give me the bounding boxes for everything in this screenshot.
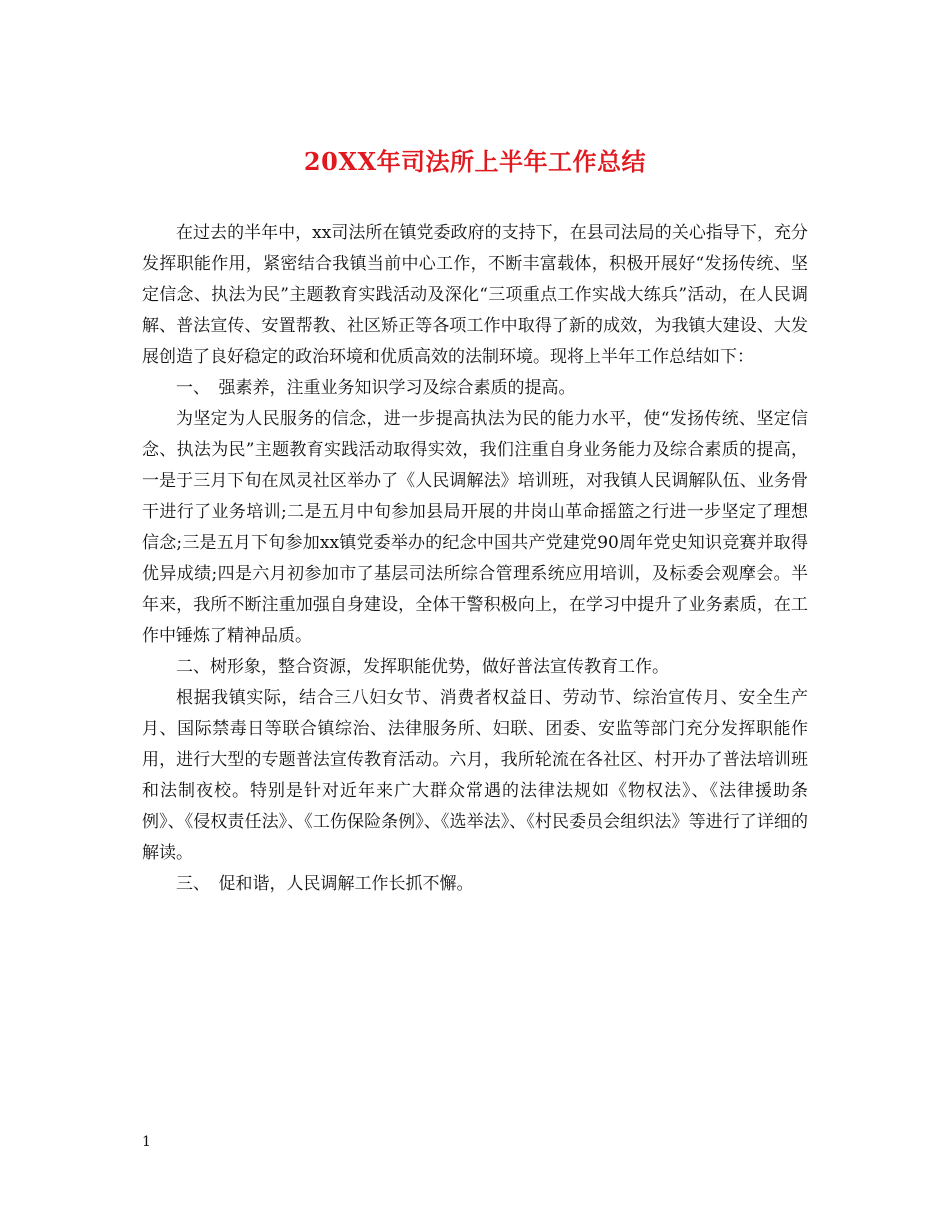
paragraph-section-2: 根据我镇实际，结合三八妇女节、消费者权益日、劳动节、综治宣传月、安全生产月、国际禁毒日等联合镇综治、法律服务所、妇联、团委、安监等部门充分发挥职能作用，进行大型的专题普法宣传教育活动。六月，我所轮流在各社区、村开办了普法培训班和法制夜校。特别是针对近年来广大群众常遇的法律法规如《物权法》、《法律援助条例》、《侵权责任法》、《工伤保险条例》、《选举法》、《村民委员会组织法》等进行了详细的解读。 [142, 688, 808, 863]
paragraph-intro: 在过去的半年中，xx司法所在镇党委政府的支持下，在县司法局的关心指导下，充分发挥职能作用，紧密结合我镇当前中心工作，不断丰富载体，积极开展好“发扬传统、坚定信念、执法为民”主题教育实践活动及深化“三项重点工作实战大练兵”活动，在人民调解、普法宣传、安置帮教、社区矫正等各项工作中取得了新的成效，为我镇大建设、大发展创造了良好稳定的政治环境和优质高效的法制环境。现将上半年工作总结如下： [142, 223, 808, 367]
document-title: 20XX年司法所上半年工作总结 [303, 147, 647, 176]
paragraph-section-1: 为坚定为人民服务的信念，进一步提高执法为民的能力水平，使“发扬传统、坚定信念、执法为民”主题教育实践活动取得实效，我们注重自身业务能力及综合素质的提高，一是于三月下旬在凤灵社区举办了《人民调解法》培训班，对我镇人民调解队伍、业务骨干进行了业务培训;二是五月中旬参加县局开展的井岗山革命摇篮之行进一步坚定了理想信念;三是五月下旬参加xx镇党委举办的纪念中国共产党建党90周年党史知识竞赛并取得优异成绩;四是六月初参加市了基层司法所综合管理系统应用培训，及标委会观摩会。半年来，我所不断注重加强自身建设，全体干警积极向上，在学习中提升了业务素质，在工作中锤炼了精神品质。 [142, 409, 808, 646]
section-heading-3: 三、 促和谐，人民调解工作长抓不懈。 [176, 874, 474, 894]
page-number: 1 [142, 1134, 151, 1150]
document-body [142, 218, 808, 900]
section-heading-1: 一、 强素养，注重业务知识学习及综合素质的提高。 [176, 378, 576, 398]
section-heading-2: 二、树形象，整合资源，发挥职能优势，做好普法宣传教育工作。 [176, 657, 669, 677]
